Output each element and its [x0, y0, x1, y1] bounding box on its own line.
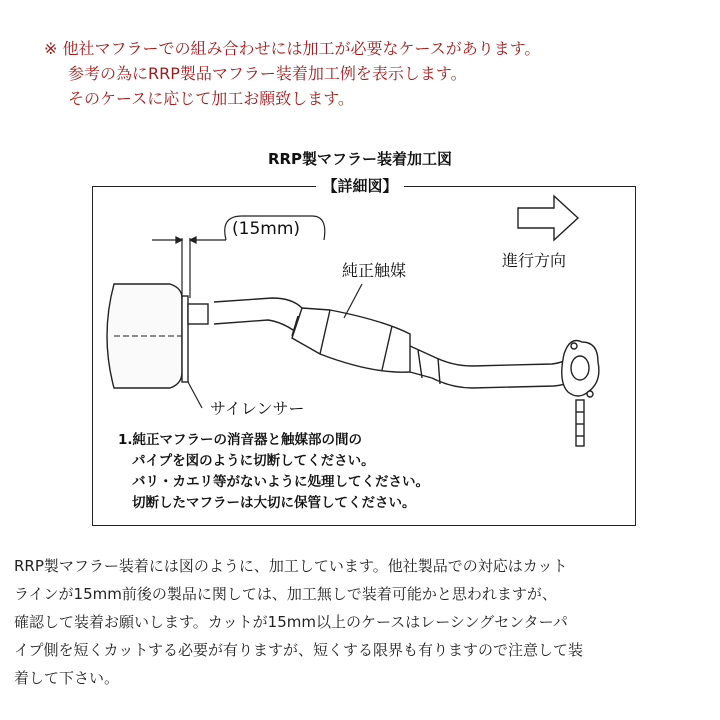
notice-line-2: 参考の為にRRP製品マフラー装着加工例を表示します。	[68, 64, 467, 83]
cut-pipe-stub	[188, 304, 208, 324]
direction-label: 進行方向	[502, 251, 567, 270]
catalyst-leader	[344, 284, 362, 318]
notice-block	[44, 36, 694, 111]
notice-line-1: ※ 他社マフラーでの組み合わせには加工が必要なケースがあります。	[44, 39, 541, 58]
body-line-1: RRP製マフラー装着には図のように、加工しています。他社製品での対応はカット	[14, 557, 568, 575]
diagram-title: RRP製マフラー装着加工図	[267, 150, 453, 168]
body-line-5: 着して下さい。	[14, 669, 120, 687]
catalyst-label: 純正触媒	[342, 261, 407, 280]
direction-arrow-icon	[518, 196, 578, 240]
silencer	[107, 284, 188, 388]
instruction-line-1: 1.純正マフラーの消音器と触媒部の間の	[118, 432, 363, 448]
dimension-label: (15mm)	[232, 219, 301, 239]
instruction-line-4: 切断したマフラーは大切に保管してください。	[132, 495, 416, 511]
silencer-label: サイレンサー	[210, 399, 305, 418]
notice-line-3: そのケースに応じて加工お願致します。	[68, 89, 354, 108]
body-text	[14, 552, 708, 692]
catalyst-pipe	[214, 298, 582, 388]
silencer-leader	[188, 382, 202, 408]
instruction-line-2: パイプを図のように切断してください。	[132, 453, 375, 469]
instructions-block	[118, 430, 618, 514]
body-line-4: イプ側を短くカットする必要が有りますが、短くする限界も有りますので注意して装	[14, 641, 583, 659]
body-line-3: 確認して装着お願いします。カットが15mm以上のケースはレーシングセンターパ	[14, 613, 568, 631]
body-line-2: ラインが15mm前後の製品に関しては、加工無しで装着可能かと思われますが、	[14, 585, 557, 603]
instruction-line-3: バリ・カエリ等がないように処理してください。	[132, 474, 429, 490]
frame-label-text: 【詳細図】	[316, 177, 403, 195]
